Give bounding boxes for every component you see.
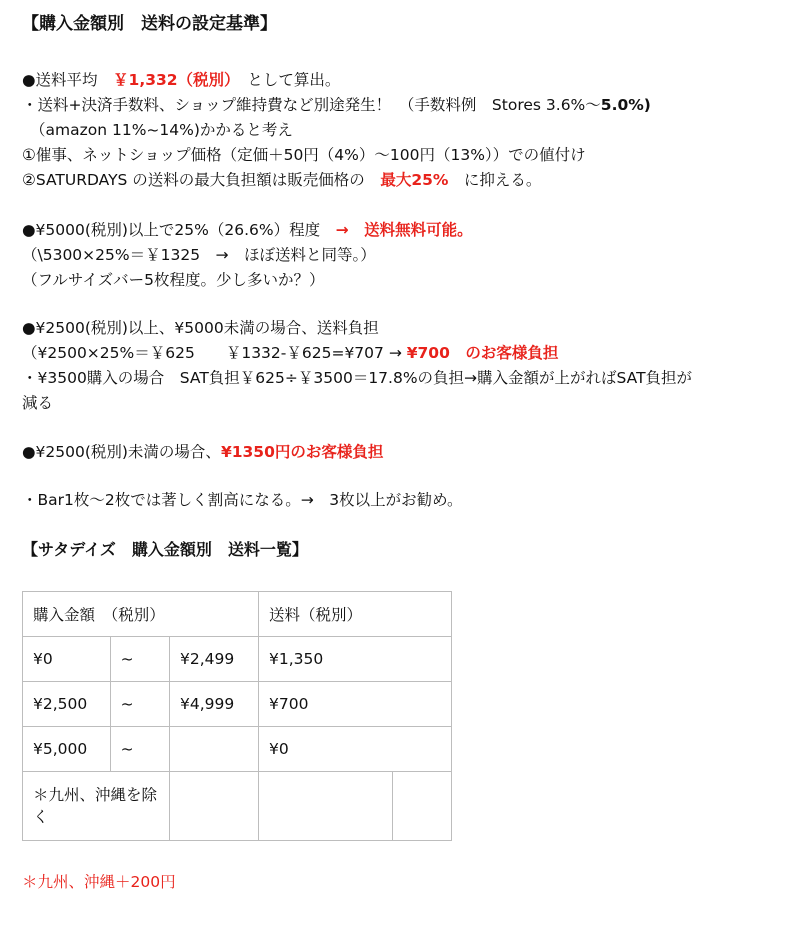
table-header-row [23,592,452,637]
free-shipping-result: → 送料無料可能。 [335,221,473,239]
amount-sep: ~ [110,727,169,772]
mid-tier-customer-fee: ¥700 のお客様負担 [406,344,559,362]
avg-shipping-prefix: ●送料平均 [22,71,114,89]
amount-from: ¥5,000 [23,727,111,772]
exclusion-note: ＊九州、沖縄を除く [23,772,170,841]
table-row [23,682,452,727]
free-shipping-calc: （\5300×25%＝￥1325 → ほぼ送料と同等。） [22,246,376,264]
extra-costs-rate: 5.0%) [600,96,651,114]
low-tier-text: ●¥2500(税別)未満の場合、 [22,443,221,461]
amount-sep: ~ [110,682,169,727]
footnote: ＊九州、沖縄＋200円 [22,873,176,891]
pricing-rule-2-suffix: に抑える。 [448,171,542,189]
avg-shipping-suffix: として算出。 [231,71,341,89]
empty-cell [393,772,452,841]
amazon-fee-line: （amazon 11%~14%)かかると考え [30,121,293,139]
mid-tier-example: ・¥3500購入の場合 SAT負担￥625÷￥3500＝17.8%の負担→購入金額が上がればSAT負担が [22,369,693,387]
amount-sep: ~ [110,637,169,682]
free-shipping-line [22,220,473,240]
pricing-rule-1: ①催事、ネットショップ価格（定価＋50円（4%）〜100円（13%））での値付け [22,146,586,164]
avg-shipping-value: ￥1,332（税別） [113,71,232,89]
extra-costs-line [22,95,651,115]
mid-tier-example-cont: 減る [22,394,54,412]
low-tier-line [22,442,383,462]
pricing-rule-2 [22,170,541,190]
recommendation-line: ・Bar1枚〜2枚では著しく割高になる。→ 3枚以上がお勧め。 [22,491,463,509]
pricing-rule-2-prefix: ②SATURDAYS の送料の最大負担額は販売価格の [22,171,381,189]
free-shipping-note: （フルサイズバー5枚程度。少し多いか？） [22,271,325,289]
pricing-rule-2-max: 最大25% [380,171,449,189]
empty-cell [170,772,259,841]
table-title: 【サタデイズ 購入金額別 送料一覧】 [22,540,308,559]
amount-to: ¥4,999 [170,682,259,727]
shipping-fee-table [22,591,452,841]
fee-value: ¥700 [259,682,452,727]
table-exclusion-row [23,772,452,841]
free-shipping-text: ●¥5000(税別)以上で25%（26.6%）程度 [22,221,336,239]
page-title: 【購入金額別 送料の設定基準】 [22,14,277,34]
empty-cell [259,772,393,841]
mid-tier-line: ●¥2500(税別)以上、¥5000未満の場合、送料負担 [22,319,379,337]
fee-value: ¥0 [259,727,452,772]
mid-tier-calc-text: （¥2500×25%＝￥625 ￥1332-￥625=¥707 → [22,344,407,362]
mid-tier-calc [22,343,558,363]
table-row [23,727,452,772]
avg-shipping-line [22,70,340,90]
amount-to: ¥2,499 [170,637,259,682]
amount-from: ¥0 [23,637,111,682]
header-amount: 購入金額 （税別） [23,592,259,637]
low-tier-customer-fee: ¥1350円のお客様負担 [220,443,384,461]
amount-from: ¥2,500 [23,682,111,727]
header-fee: 送料（税別） [259,592,452,637]
extra-costs-text: ・送料+決済手数料、ショップ維持費など別途発生！ （手数料例 Stores 3.6%〜 [22,96,601,114]
amount-to [170,727,259,772]
fee-value: ¥1,350 [259,637,452,682]
table-row [23,637,452,682]
